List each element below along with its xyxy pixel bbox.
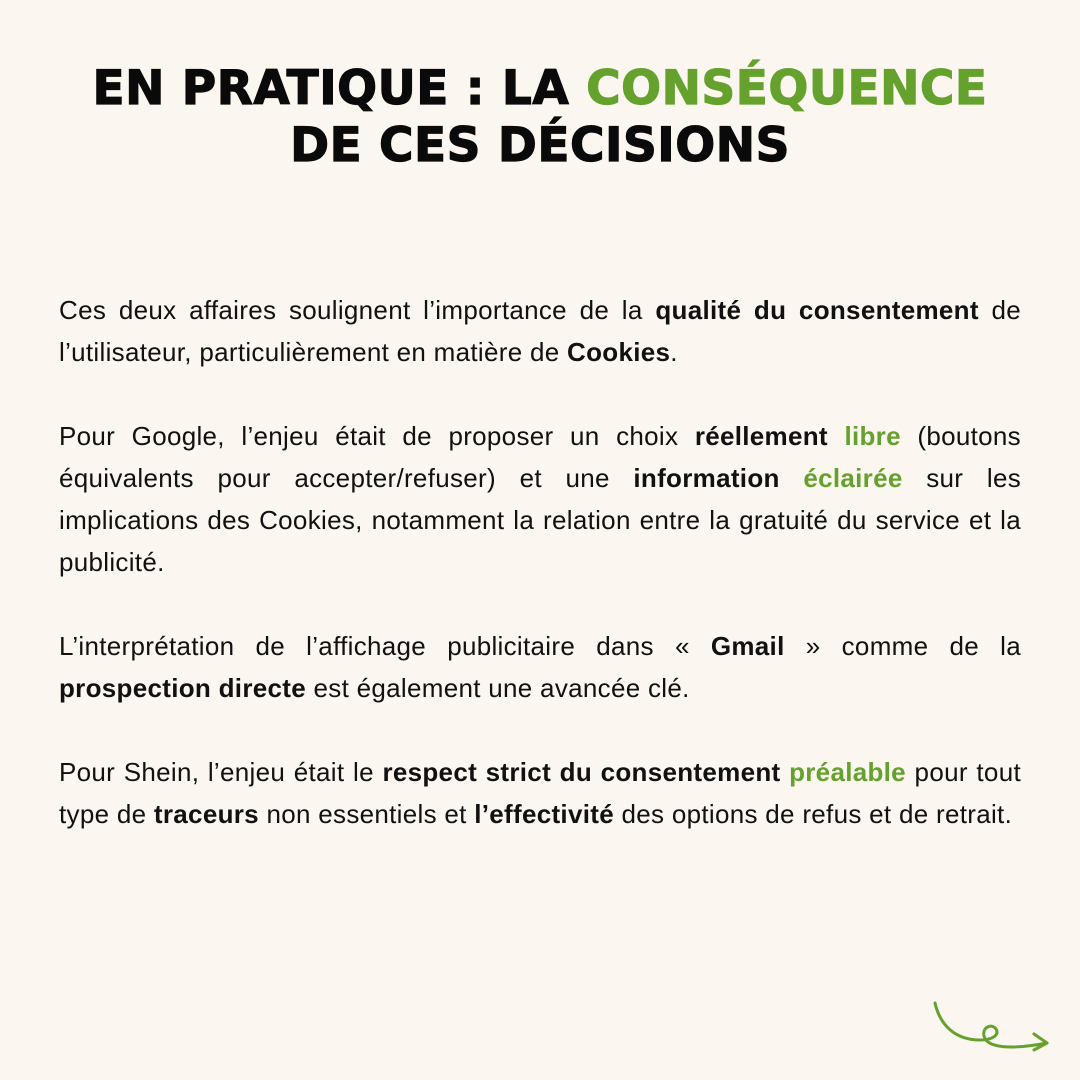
bold-segment: l’effectivité: [474, 799, 614, 829]
bold-segment: information: [633, 463, 780, 493]
bold-segment: Gmail: [710, 631, 785, 661]
text-segment: [828, 421, 845, 451]
bold-segment: traceurs: [153, 799, 259, 829]
bold-segment: prospection directe: [59, 673, 306, 703]
title-prefix: EN PRATIQUE : LA: [92, 61, 587, 116]
text-segment: sur les implications des Cookies, notamment la relation entre la gratuité du service et la publicité.: [59, 463, 1021, 577]
accent-segment: éclairée: [803, 463, 903, 493]
body-text: [59, 289, 1021, 877]
text-segment: Pour Google, l’enjeu était de proposer un choix: [59, 421, 695, 451]
text-segment: (boutons équivalents pour accepter/refuser) et une: [59, 421, 1021, 493]
curly-arrow-icon[interactable]: [930, 995, 1055, 1065]
bold-segment: Cookies: [567, 337, 671, 367]
text-segment: est également une avancée clé.: [305, 673, 690, 703]
title-line-1: [0, 60, 1080, 117]
text-segment: pour tout type de: [59, 757, 1021, 829]
text-segment: Pour Shein, l’enjeu était le: [59, 757, 383, 787]
text-segment: [780, 463, 804, 493]
title-line-2: DE CES DÉCISIONS: [290, 118, 790, 173]
text-segment: non essentiels et: [258, 799, 475, 829]
bold-segment: respect strict du consentement: [382, 757, 781, 787]
text-segment: .: [670, 337, 678, 367]
paragraph-3: [59, 625, 1021, 709]
paragraph-2: [59, 415, 1021, 583]
page-title: [0, 60, 1080, 174]
text-segment: » comme de la: [784, 631, 1021, 661]
title-accent: CONSÉQUENCE: [586, 61, 988, 116]
accent-segment: préalable: [789, 757, 906, 787]
text-segment: de l’utilisateur, particulièrement en matière de: [59, 295, 1022, 367]
paragraph-1: [59, 289, 1021, 373]
text-segment: L’interprétation de l’affichage publicitaire dans «: [59, 631, 711, 661]
paragraph-4: [59, 751, 1021, 835]
bold-segment: qualité du consentement: [655, 295, 979, 325]
bold-segment: réellement: [694, 421, 828, 451]
accent-segment: libre: [844, 421, 901, 451]
text-segment: Ces deux affaires soulignent l’importance de la: [59, 295, 656, 325]
text-segment: des options de refus et de retrait.: [613, 799, 1013, 829]
text-segment: [780, 757, 789, 787]
